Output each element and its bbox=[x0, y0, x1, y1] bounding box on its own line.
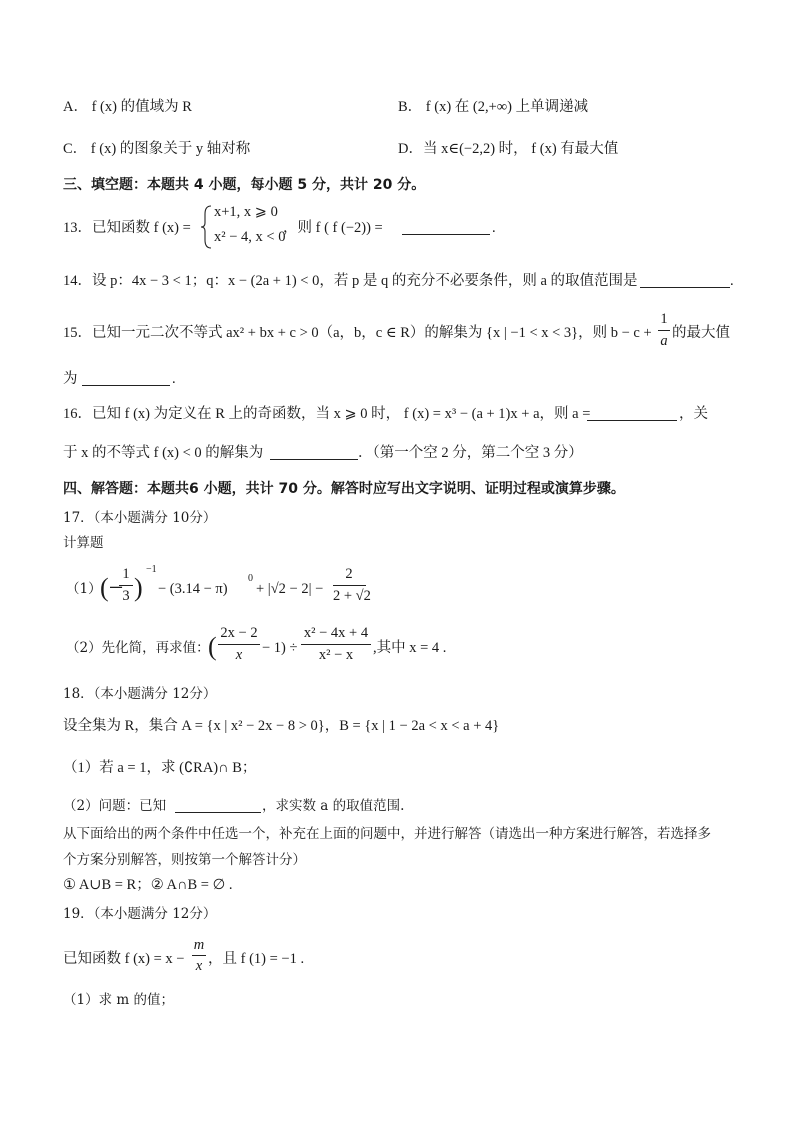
q13-brace bbox=[200, 204, 214, 250]
option-a: A． f (x) 的值域为 R bbox=[63, 99, 192, 115]
q17-p1-abs: + |√2 − 2| − bbox=[256, 581, 324, 597]
q15-answer-blank[interactable] bbox=[82, 371, 170, 386]
q14-text: 14．设 p：4x − 3 < 1；q：x − (2a + 1) < 0，若 p 是 q 的充分不必要条件，则 a 的取值范围是 bbox=[63, 273, 638, 289]
q18-p2-pre: （2）问题：已知 bbox=[63, 798, 167, 814]
q19-line1-post: ，且 f (1) = −1 . bbox=[208, 951, 305, 967]
q17-p1-mid: − (3.14 − π) bbox=[158, 581, 228, 597]
q17-p1-exp0: 0 bbox=[248, 573, 253, 584]
q14-answer-blank[interactable] bbox=[640, 273, 730, 288]
q17-p2-fd: x bbox=[235, 647, 243, 663]
q13-case1: x+1, x ⩾ 0 bbox=[214, 204, 278, 220]
q19-fbar bbox=[192, 955, 206, 956]
q19-title: 19．（本小题满分 12分） bbox=[63, 906, 217, 922]
q18-line3: 从下面给出的两个条件中任选一个，补充在上面的问题中，并进行解答（请选出一种方案进行解答，若选择多 bbox=[63, 826, 711, 842]
q18-title: 18．（本小题满分 12分） bbox=[63, 686, 217, 702]
q17-title: 17．（本小题满分 10分） bbox=[63, 510, 217, 526]
q16-line2-end: ．（第一个空 2 分，第二个空 3 分） bbox=[358, 445, 583, 461]
section4-header: 四、解答题：本题共6 小题，共计 70 分。解答时应写出文字说明、证明过程或演算步骤。 bbox=[63, 481, 625, 497]
q15-line2-pre: 为 bbox=[63, 371, 78, 387]
q18-p1: （1）若 a = 1，求 (∁RA)∩ B； bbox=[63, 760, 257, 776]
q17-p1-paren: (− bbox=[100, 573, 124, 602]
q15-tail: 的最大值 bbox=[672, 325, 730, 341]
q17-p2-open: ( bbox=[208, 632, 217, 661]
q19-p1: （1）求 m 的值； bbox=[63, 992, 174, 1008]
q17-p1-fbar bbox=[119, 585, 133, 586]
q16-line2-pre: 于 x 的不等式 f (x) < 0 的解集为 bbox=[63, 445, 264, 461]
q17-p1-fn2: 2 bbox=[345, 566, 353, 582]
q18-line5: ① A∪B = R；② A∩B = ∅ . bbox=[63, 877, 233, 893]
q19-fn: m bbox=[193, 937, 205, 953]
q17-p2-tail: ,其中 x = 4 . bbox=[373, 640, 447, 656]
q14-end: . bbox=[730, 273, 734, 289]
q18-p2-post: ，求实数 a 的取值范围. bbox=[262, 798, 405, 814]
q17-p1-fd: 3 bbox=[122, 588, 130, 604]
q17-p1-label: （1） bbox=[66, 581, 102, 597]
q13-pre: 13．已知函数 f (x) = bbox=[63, 220, 191, 236]
q17-p1-fn: 1 bbox=[122, 566, 130, 582]
q17-p2-fn: 2x − 2 bbox=[220, 625, 258, 641]
option-d: D．当 x∈(−2,2) 时， f (x) 有最大值 bbox=[398, 141, 619, 157]
q15-frac-den: a bbox=[660, 333, 668, 349]
q15-frac-num: 1 bbox=[660, 311, 668, 327]
q18-line4: 个方案分别解答，则按第一个解答计分） bbox=[63, 852, 306, 868]
q17-p2-label: （2）先化简，再求值： bbox=[66, 640, 210, 656]
option-c: C． f (x) 的图象关于 y 轴对称 bbox=[63, 141, 251, 157]
q16-tail: ，关 bbox=[679, 406, 708, 422]
q19-line1-pre: 已知函数 f (x) = x − bbox=[63, 951, 185, 967]
q18-condition-blank[interactable] bbox=[175, 798, 261, 813]
section3-header: 三、填空题：本题共 4 小题，每小题 5 分，共计 20 分。 bbox=[63, 177, 426, 193]
q17-p1-exp: −1 bbox=[146, 564, 157, 575]
q13-post: ，则 f ( f (−2)) = bbox=[283, 220, 383, 236]
q17-p2-fbar bbox=[218, 644, 260, 645]
q13-answer-blank[interactable] bbox=[402, 220, 490, 235]
q17-sub: 计算题 bbox=[63, 535, 104, 551]
q19-fd: x bbox=[195, 958, 203, 974]
q15-line2-end: . bbox=[172, 371, 176, 387]
q17-p2-fd2: x² − x bbox=[318, 647, 354, 663]
q15-frac-bar bbox=[658, 330, 670, 331]
q13-case2: x² − 4, x < 0 bbox=[214, 229, 286, 245]
q16-answer-blank-1[interactable] bbox=[587, 406, 677, 421]
q18-line1: 设全集为 R，集合 A = {x | x² − 2x − 8 > 0}，B = {x | 1 − 2a < x < a + 4} bbox=[63, 718, 500, 734]
q17-p1-paren-close: ) bbox=[134, 573, 143, 602]
q17-p1-fbar2 bbox=[333, 585, 366, 586]
q13-end: . bbox=[492, 220, 496, 236]
q17-p2-close: − 1) ÷ bbox=[262, 640, 298, 656]
option-b: B． f (x) 在 (2,+∞) 上单调递减 bbox=[398, 99, 589, 115]
q17-p1-fd2: 2 + √2 bbox=[333, 588, 371, 604]
q17-p2-fbar2 bbox=[301, 644, 371, 645]
q16-answer-blank-2[interactable] bbox=[270, 445, 358, 460]
q15-text: 15．已知一元二次不等式 ax² + bx + c > 0（a，b，c ∈ R）的解集为 {x | −1 < x < 3}，则 b − c + bbox=[63, 325, 652, 341]
q16-text: 16．已知 f (x) 为定义在 R 上的奇函数，当 x ⩾ 0 时， f (x) = x³ − (a + 1)x + a，则 a = bbox=[63, 406, 591, 422]
q17-p2-fn2: x² − 4x + 4 bbox=[303, 625, 369, 641]
